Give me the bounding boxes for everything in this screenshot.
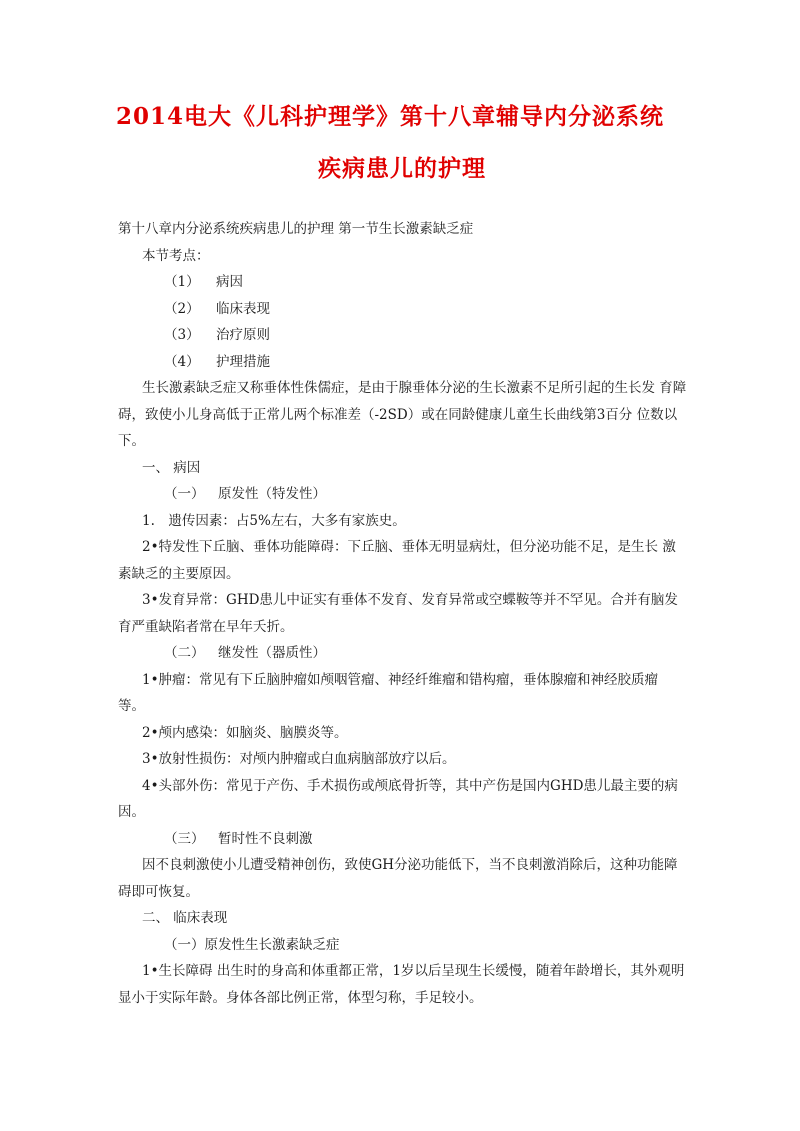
key-point-item [118, 349, 688, 376]
subsection-number: （三） [164, 830, 205, 847]
document-body [118, 216, 688, 1011]
section-1-sub-3-heading [118, 826, 688, 853]
cause-item: 3•发育异常：GHD患儿中证实有垂体不发育、发育异常或空蝶鞍等并不罕见。合并有脑发育严重缺陷者常在早年夭折。 [118, 592, 678, 635]
section-1-sub-1-heading [118, 481, 688, 508]
key-point-item [118, 322, 688, 349]
cause-item: 2•特发性下丘脑、垂体功能障碍：下丘脑、垂体无明显病灶，但分泌功能不足，是生长 激素缺乏的主要原因。 [118, 539, 676, 582]
key-point-number: （1） [164, 274, 200, 290]
document-title-line-1: 2014电大《儿科护理学》第十八章辅导内分泌系统 [116, 103, 665, 130]
section-2-sub-1-heading: （一）原发性生长激素缺乏症 [164, 936, 340, 953]
subsection-title: 原发性（特发性） [218, 486, 326, 502]
section-1-sub-2-heading [118, 640, 688, 667]
section-2-heading: 二、 临床表现 [142, 910, 228, 926]
cause-item: 1. 遗传因素：占5%左右，大多有家族史。 [142, 512, 406, 529]
cause-item: 4•头部外伤：常见于产伤、手术损伤或颅底骨折等，其中产伤是国内GHD患儿最主要的病因。 [118, 777, 678, 820]
cause-paragraph: 因不良刺激使小儿遭受精神创伤，致使GH分泌功能低下，当不良刺激消除后，这种功能障碍即可恢复。 [118, 857, 678, 900]
key-point-item [118, 269, 688, 296]
subsection-number: （二） [164, 645, 205, 661]
cause-item: 3•放射性损伤：对颅内肿瘤或白血病脑部放疗以后。 [142, 751, 456, 767]
subsection-number: （一） [164, 486, 205, 502]
intro-paragraph: 生长激素缺乏症又称垂体性侏儒症，是由于腺垂体分泌的生长激素不足所引起的生长发 育障碍，致使小儿身高低于正常儿两个标准差（-2SD）或在同龄健康儿童生长曲线第3百分 位数以下。 [118, 380, 687, 449]
chapter-heading: 第十八章内分泌系统疾病患儿的护理 第一节生长激素缺乏症 [118, 221, 474, 237]
key-point-text: 临床表现 [216, 300, 270, 317]
key-points-label: 本节考点： [142, 247, 210, 264]
key-point-item [118, 296, 688, 323]
section-1-heading: 一、 病因 [142, 459, 201, 476]
subsection-title: 暂时性不良刺激 [218, 830, 313, 847]
key-point-text: 病因 [216, 274, 243, 290]
cause-item: 2•颅内感染：如脑炎、脑膜炎等。 [142, 724, 348, 741]
key-point-text: 护理措施 [216, 353, 270, 370]
cause-item: 1•肿瘤：常见有下丘脑肿瘤如颅咽管瘤、神经纤维瘤和错构瘤，垂体腺瘤和神经胶质瘤 等。 [118, 671, 659, 714]
symptom-item: 1•生长障碍 出生时的身高和体重都正常，1岁以后呈现生长缓慢，随着年龄增长，其外观明显小于实际年龄。身体各部比例正常，体型匀称，手足较小。 [118, 963, 685, 1006]
subsection-title: 继发性（器质性） [218, 645, 326, 661]
key-point-number: （3） [164, 327, 200, 343]
key-point-number: （4） [164, 353, 200, 370]
key-point-text: 治疗原则 [216, 327, 270, 343]
key-point-number: （2） [164, 300, 200, 317]
document-title-line-2: 疾病患儿的护理 [318, 155, 486, 182]
